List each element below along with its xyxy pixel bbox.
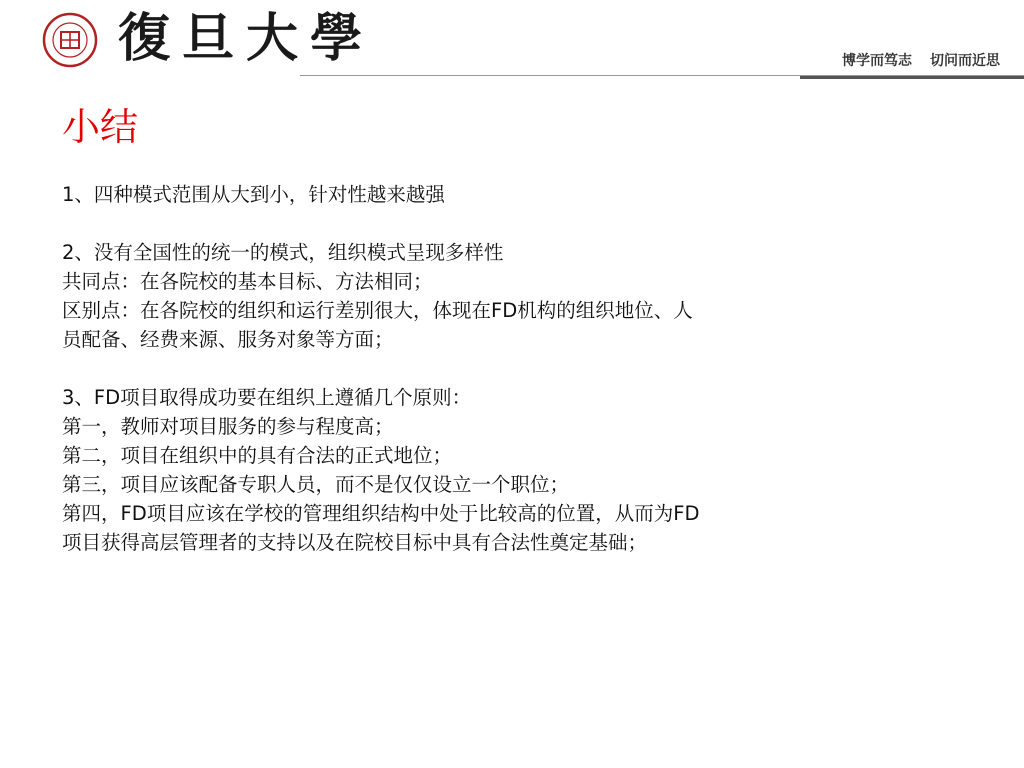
university-calligraphy-logo: 復旦大學 (118, 8, 375, 69)
body-line: 员配备、经费来源、服务对象等方面； (62, 328, 394, 351)
body-line: 共同点：在各院校的基本目标、方法相同； (62, 270, 433, 293)
motto (842, 50, 1000, 70)
motto-part: 博学而笃志 (842, 53, 912, 69)
motto-part: 切问而近思 (930, 53, 1000, 69)
paragraph-gap (62, 354, 962, 383)
body-line: 第一，教师对项目服务的参与程度高； (62, 415, 394, 438)
paragraph-gap (62, 209, 962, 238)
slide-body (62, 180, 962, 557)
body-line: 1、四种模式范围从大到小，针对性越来越强 (62, 183, 445, 206)
body-line: 3、FD项目取得成功要在组织上遵循几个原则： (62, 386, 472, 409)
body-line: 第二，项目在组织中的具有合法的正式地位； (62, 444, 453, 467)
body-line: 2、没有全国性的统一的模式，组织模式呈现多样性 (62, 241, 504, 264)
slide-header (0, 0, 1024, 82)
header-divider-accent (800, 76, 1024, 79)
body-line: 第三，项目应该配备专职人员，而不是仅仅设立一个职位； (62, 473, 570, 496)
body-line: 区别点：在各院校的组织和运行差别很大，体现在FD机构的组织地位、人 (62, 299, 693, 322)
body-line: 项目获得高层管理者的支持以及在院校目标中具有合法性奠定基础； (62, 531, 648, 554)
slide-title: 小结 (62, 105, 139, 149)
university-seal-logo (42, 12, 98, 68)
body-line: 第四，FD项目应该在学校的管理组织结构中处于比较高的位置，从而为FD (62, 502, 700, 525)
